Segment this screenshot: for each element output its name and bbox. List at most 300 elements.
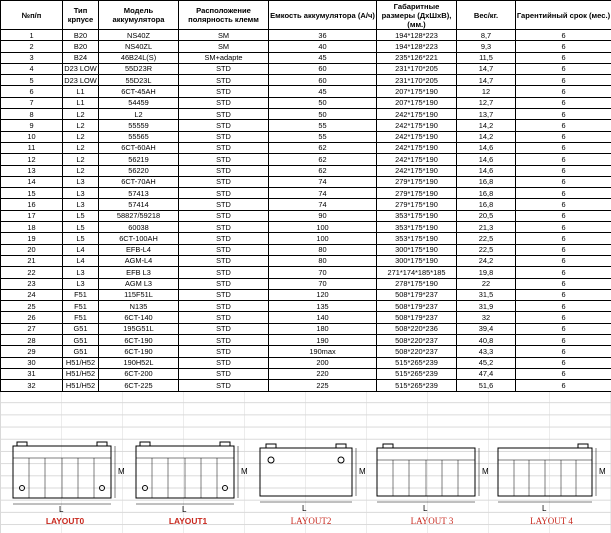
dim-bottom-label: L <box>59 505 64 514</box>
table-cell[interactable]: 100 <box>269 222 377 233</box>
table-cell[interactable]: 6 <box>516 222 611 233</box>
table-cell[interactable]: AGM-L4 <box>99 255 179 266</box>
table-row <box>1 244 611 255</box>
table-cell[interactable]: 6 <box>516 120 611 131</box>
table-row <box>1 52 611 63</box>
table-cell[interactable]: 13 <box>1 165 63 176</box>
table-cell[interactable]: 60 <box>269 63 377 74</box>
table-cell[interactable]: N135 <box>99 301 179 312</box>
table-cell[interactable]: 14,6 <box>457 142 516 153</box>
table-cell[interactable]: 12,7 <box>457 97 516 108</box>
table-cell[interactable]: 300*175*190 <box>377 255 457 266</box>
table-cell[interactable]: 6CT-200 <box>99 368 179 379</box>
table-cell[interactable]: 51,6 <box>457 380 516 391</box>
dim-right-label: M <box>241 467 248 476</box>
table-row <box>1 210 611 221</box>
table-cell[interactable]: 6 <box>516 131 611 142</box>
table-cell[interactable]: 13,7 <box>457 109 516 120</box>
table-cell[interactable]: 26 <box>1 312 63 323</box>
table-cell[interactable]: 28 <box>1 335 63 346</box>
battery-outline-icon <box>373 440 491 520</box>
table-cell[interactable]: STD <box>179 368 269 379</box>
table-cell[interactable]: 32 <box>1 380 63 391</box>
table-cell[interactable]: 55 <box>269 131 377 142</box>
header-cell: Гарентийный срок (мес.) <box>516 1 611 30</box>
table-cell[interactable]: 6 <box>516 41 611 52</box>
table-cell[interactable]: 62 <box>269 154 377 165</box>
table-cell[interactable]: 6 <box>516 154 611 165</box>
table-cell[interactable]: 27 <box>1 323 63 334</box>
table-cell[interactable]: 6 <box>516 278 611 289</box>
table-cell[interactable]: STD <box>179 176 269 187</box>
table-cell[interactable]: 20 <box>1 244 63 255</box>
table-cell[interactable]: 6 <box>516 75 611 86</box>
table-cell[interactable]: 195G51L <box>99 323 179 334</box>
table-cell[interactable]: 6 <box>516 323 611 334</box>
table-cell[interactable]: 8 <box>1 109 63 120</box>
table-cell[interactable]: 62 <box>269 165 377 176</box>
table-cell[interactable]: 11 <box>1 142 63 153</box>
table-cell[interactable]: 190 <box>269 335 377 346</box>
battery-outline-icon <box>252 440 370 520</box>
table-cell[interactable]: 46B24L(S) <box>99 52 179 63</box>
table-cell[interactable]: 6 <box>516 335 611 346</box>
table-cell[interactable]: 6 <box>516 199 611 210</box>
table-cell[interactable]: 242*175*190 <box>377 165 457 176</box>
table-cell[interactable]: 6 <box>516 210 611 221</box>
table-cell[interactable]: 56219 <box>99 154 179 165</box>
table-row <box>1 368 611 379</box>
table-cell[interactable]: 70 <box>269 278 377 289</box>
table-cell[interactable]: 6 <box>516 289 611 300</box>
table-row <box>1 267 611 278</box>
table-cell[interactable]: 207*175*190 <box>377 97 457 108</box>
table-cell[interactable]: 508*179*237 <box>377 312 457 323</box>
table-cell[interactable]: 60038 <box>99 222 179 233</box>
table-cell[interactable]: 74 <box>269 176 377 187</box>
table-cell[interactable]: 6CT-45AH <box>99 86 179 97</box>
table-cell[interactable]: 14,6 <box>457 154 516 165</box>
table-row <box>1 86 611 97</box>
table-cell[interactable]: SM <box>179 30 269 41</box>
table-cell[interactable]: 6 <box>516 142 611 153</box>
table-cell[interactable]: STD <box>179 154 269 165</box>
table-cell[interactable]: 231*170*205 <box>377 75 457 86</box>
table-cell[interactable]: 45 <box>269 86 377 97</box>
table-cell[interactable]: 6CT-140 <box>99 312 179 323</box>
table-cell[interactable]: 225 <box>269 380 377 391</box>
table-cell[interactable]: 1 <box>1 30 63 41</box>
table-cell[interactable]: STD <box>179 131 269 142</box>
table-cell[interactable]: STD <box>179 267 269 278</box>
table-cell[interactable]: 508*220*237 <box>377 335 457 346</box>
table-cell[interactable]: 200 <box>269 357 377 368</box>
table-cell[interactable]: STD <box>179 278 269 289</box>
table-cell[interactable]: 353*175*190 <box>377 222 457 233</box>
table-cell[interactable]: SM <box>179 41 269 52</box>
table-cell[interactable]: 55D23L <box>99 75 179 86</box>
table-row <box>1 278 611 289</box>
layout-diagrams <box>0 433 611 533</box>
table-cell[interactable]: 353*175*190 <box>377 233 457 244</box>
header-cell: №п/п <box>1 1 63 30</box>
table-cell[interactable]: L3 <box>63 267 99 278</box>
table-cell[interactable]: 32 <box>457 312 516 323</box>
table-cell[interactable]: 19,8 <box>457 267 516 278</box>
table-cell[interactable]: L2 <box>63 165 99 176</box>
table-cell[interactable]: G51 <box>63 335 99 346</box>
table-cell[interactable]: STD <box>179 165 269 176</box>
table-cell[interactable]: 3 <box>1 52 63 63</box>
table-row <box>1 176 611 187</box>
table-cell[interactable]: 140 <box>269 312 377 323</box>
table-cell[interactable]: 180 <box>269 323 377 334</box>
table-cell[interactable]: STD <box>179 380 269 391</box>
table-cell[interactable]: 29 <box>1 346 63 357</box>
table-cell[interactable]: H51/H52 <box>63 368 99 379</box>
table-cell[interactable]: 6 <box>516 176 611 187</box>
table-cell[interactable]: 9 <box>1 120 63 131</box>
table-cell[interactable]: 16,8 <box>457 188 516 199</box>
table-cell[interactable]: STD <box>179 120 269 131</box>
table-cell[interactable]: STD <box>179 346 269 357</box>
table-cell[interactable]: 22,5 <box>457 244 516 255</box>
table-cell[interactable]: STD <box>179 97 269 108</box>
table-cell[interactable]: 40 <box>269 41 377 52</box>
table-cell[interactable]: 235*126*221 <box>377 52 457 63</box>
table-cell[interactable]: 21 <box>1 255 63 266</box>
table-cell[interactable]: G51 <box>63 323 99 334</box>
table-cell[interactable]: 6 <box>516 255 611 266</box>
table-cell[interactable]: STD <box>179 75 269 86</box>
table-cell[interactable]: STD <box>179 210 269 221</box>
table-cell[interactable]: 242*175*190 <box>377 120 457 131</box>
table-cell[interactable]: L3 <box>63 176 99 187</box>
table-cell[interactable]: 115F51L <box>99 289 179 300</box>
table-cell[interactable]: 22,5 <box>457 233 516 244</box>
table-cell[interactable]: 6 <box>516 188 611 199</box>
table-cell[interactable]: 6 <box>516 346 611 357</box>
table-cell[interactable]: STD <box>179 222 269 233</box>
table-row <box>1 154 611 165</box>
table-cell[interactable]: 30 <box>1 357 63 368</box>
table-cell[interactable]: 4 <box>1 63 63 74</box>
table-cell[interactable]: SM+adapte <box>179 52 269 63</box>
table-cell[interactable]: 19 <box>1 233 63 244</box>
table-row <box>1 188 611 199</box>
header-cell: Габаритные размеры (ДхШхВ),(мм.) <box>377 1 457 30</box>
table-cell[interactable]: 55559 <box>99 120 179 131</box>
table-cell[interactable]: L4 <box>63 255 99 266</box>
table-cell[interactable]: 508*179*237 <box>377 289 457 300</box>
table-cell[interactable]: 17 <box>1 210 63 221</box>
table-cell[interactable]: F51 <box>63 312 99 323</box>
table-cell[interactable]: 207*175*190 <box>377 86 457 97</box>
table-cell[interactable]: L2 <box>63 131 99 142</box>
table-cell[interactable]: B20 <box>63 30 99 41</box>
table-cell[interactable]: 55D23R <box>99 63 179 74</box>
table-cell[interactable]: STD <box>179 289 269 300</box>
table-cell[interactable]: B24 <box>63 52 99 63</box>
table-cell[interactable]: 74 <box>269 188 377 199</box>
dim-right-label: M <box>599 467 606 476</box>
table-cell[interactable]: 9,3 <box>457 41 516 52</box>
table-cell[interactable]: 70 <box>269 267 377 278</box>
table-cell[interactable]: 6 <box>516 109 611 120</box>
table-cell[interactable]: L3 <box>63 188 99 199</box>
table-cell[interactable]: L4 <box>63 244 99 255</box>
table-cell[interactable]: 6 <box>516 380 611 391</box>
table-cell[interactable]: 6CT-225 <box>99 380 179 391</box>
table-cell[interactable]: 6 <box>516 233 611 244</box>
table-cell[interactable]: 24 <box>1 289 63 300</box>
table-cell[interactable]: L1 <box>63 97 99 108</box>
table-cell[interactable]: 6 <box>516 30 611 41</box>
table-cell[interactable]: 6 <box>516 97 611 108</box>
table-cell[interactable]: 6CT-190 <box>99 335 179 346</box>
table-cell[interactable]: 80 <box>269 255 377 266</box>
table-cell[interactable]: 20,5 <box>457 210 516 221</box>
battery-outline-icon <box>128 440 248 520</box>
table-cell[interactable]: 194*128*223 <box>377 41 457 52</box>
table-cell[interactable]: 39,4 <box>457 323 516 334</box>
table-cell[interactable]: 231*170*205 <box>377 63 457 74</box>
table-cell[interactable]: 56220 <box>99 165 179 176</box>
table-cell[interactable]: D23 LOW <box>64 75 97 85</box>
table-cell[interactable]: 6 <box>516 86 611 97</box>
table-cell[interactable]: 31 <box>1 368 63 379</box>
layout-label: LAYOUT 4 <box>530 516 573 526</box>
table-cell[interactable]: 14,6 <box>457 165 516 176</box>
table-cell[interactable]: 22 <box>1 267 63 278</box>
table-cell[interactable]: 220 <box>269 368 377 379</box>
table-cell[interactable]: 25 <box>1 301 63 312</box>
table-cell[interactable]: 16 <box>1 199 63 210</box>
table-cell[interactable]: EFB L3 <box>99 267 179 278</box>
header-cell: Модель аккумулятора <box>99 1 179 30</box>
table-cell[interactable]: L1 <box>63 86 99 97</box>
table-row <box>1 289 611 300</box>
table-cell[interactable]: 6 <box>516 301 611 312</box>
table-cell[interactable]: 242*175*190 <box>377 142 457 153</box>
table-row <box>1 357 611 368</box>
table-cell[interactable]: 43,3 <box>457 346 516 357</box>
table-cell[interactable]: D23 LOW <box>64 64 97 74</box>
table-row <box>1 75 611 86</box>
table-cell[interactable]: 22 <box>457 278 516 289</box>
table-row <box>1 131 611 142</box>
table-cell[interactable]: 6 <box>516 165 611 176</box>
layout-label: LAYOUT1 <box>168 516 208 526</box>
layout-label: LAYOUT0 <box>45 516 85 526</box>
table-cell[interactable]: 6 <box>516 312 611 323</box>
table-cell[interactable]: 45,2 <box>457 357 516 368</box>
table-cell[interactable]: 57413 <box>99 188 179 199</box>
table-cell[interactable]: 279*175*190 <box>377 188 457 199</box>
table-cell[interactable]: 190H52L <box>99 357 179 368</box>
table-cell[interactable]: 242*175*190 <box>377 109 457 120</box>
table-cell[interactable]: 16,8 <box>457 199 516 210</box>
header-row <box>1 1 611 30</box>
table-cell[interactable]: L2 <box>63 154 99 165</box>
table-cell[interactable]: STD <box>179 301 269 312</box>
table-cell[interactable]: STD <box>179 255 269 266</box>
table-cell[interactable]: L2 <box>63 120 99 131</box>
table-cell[interactable]: F51 <box>63 301 99 312</box>
table-cell[interactable]: L5 <box>63 233 99 244</box>
table-cell[interactable]: 31,9 <box>457 301 516 312</box>
table-row <box>1 97 611 108</box>
table-cell[interactable]: 6 <box>1 86 63 97</box>
table-cell[interactable]: STD <box>179 109 269 120</box>
table-cell[interactable]: 90 <box>269 210 377 221</box>
layout-diagram-4 <box>494 440 609 526</box>
table-cell[interactable]: 100 <box>269 233 377 244</box>
table-cell[interactable]: 50 <box>269 109 377 120</box>
table-cell[interactable]: 279*175*190 <box>377 199 457 210</box>
table-cell[interactable]: 194*128*223 <box>377 30 457 41</box>
table-row <box>1 142 611 153</box>
table-cell[interactable]: STD <box>179 335 269 346</box>
table-cell[interactable]: 54459 <box>99 97 179 108</box>
table-cell[interactable]: B20 <box>63 41 99 52</box>
table-cell[interactable]: 14,7 <box>457 75 516 86</box>
table-row <box>1 120 611 131</box>
table-cell[interactable]: 15 <box>1 188 63 199</box>
table-cell[interactable]: 36 <box>269 30 377 41</box>
table-cell[interactable]: L2 <box>63 109 99 120</box>
table-cell[interactable]: 60 <box>269 75 377 86</box>
table-cell[interactable]: 10 <box>1 131 63 142</box>
table-cell[interactable]: 50 <box>269 97 377 108</box>
table-cell[interactable]: 190max <box>269 346 377 357</box>
table-cell[interactable]: STD <box>179 323 269 334</box>
table-cell[interactable]: 515*265*239 <box>377 368 457 379</box>
table-cell[interactable]: 12 <box>1 154 63 165</box>
table-cell[interactable]: L3 <box>63 278 99 289</box>
table-cell[interactable]: 515*265*239 <box>377 357 457 368</box>
table-cell[interactable]: 135 <box>269 301 377 312</box>
table-cell[interactable]: NS40Z <box>99 30 179 41</box>
table-cell[interactable]: 6 <box>516 368 611 379</box>
table-cell[interactable]: 271*174*185*185 <box>377 267 457 278</box>
table-cell[interactable]: STD <box>179 244 269 255</box>
table-cell[interactable]: 6CT-190 <box>99 346 179 357</box>
table-cell[interactable]: 278*175*190 <box>377 278 457 289</box>
table-cell[interactable]: 6 <box>516 357 611 368</box>
table-row <box>1 109 611 120</box>
table-cell[interactable]: L5 <box>63 222 99 233</box>
table-row <box>1 199 611 210</box>
table-cell[interactable]: 6 <box>516 52 611 63</box>
table-cell[interactable]: 242*175*190 <box>377 131 457 142</box>
table-cell[interactable]: STD <box>179 188 269 199</box>
table-cell[interactable]: 7 <box>1 97 63 108</box>
table-cell[interactable]: 47,4 <box>457 368 516 379</box>
table-cell[interactable]: 58827/59218 <box>99 210 179 221</box>
table-cell[interactable]: F51 <box>63 289 99 300</box>
table-cell[interactable]: 6 <box>516 63 611 74</box>
table-cell[interactable]: 80 <box>269 244 377 255</box>
table-cell[interactable]: 279*175*190 <box>377 176 457 187</box>
table-cell[interactable]: STD <box>179 142 269 153</box>
table-cell[interactable]: 16,8 <box>457 176 516 187</box>
table-cell[interactable]: 120 <box>269 289 377 300</box>
table-cell[interactable]: 21,3 <box>457 222 516 233</box>
dim-right-label: M <box>482 467 489 476</box>
table-cell[interactable]: 8,7 <box>457 30 516 41</box>
table-cell[interactable]: AGM L3 <box>99 278 179 289</box>
table-cell[interactable]: 45 <box>269 52 377 63</box>
battery-outline-icon <box>494 440 609 520</box>
table-cell[interactable]: L2 <box>99 109 179 120</box>
table-cell[interactable]: STD <box>179 233 269 244</box>
table-cell[interactable]: 508*220*236 <box>377 323 457 334</box>
table-cell[interactable]: STD <box>179 357 269 368</box>
dim-bottom-label: L <box>423 504 428 513</box>
table-cell[interactable]: 55 <box>269 120 377 131</box>
table-cell[interactable]: 6CT-70AH <box>99 176 179 187</box>
table-cell[interactable]: 12 <box>457 86 516 97</box>
table-row <box>1 323 611 334</box>
table-row <box>1 165 611 176</box>
table-cell[interactable]: STD <box>179 63 269 74</box>
table-cell[interactable]: 242*175*190 <box>377 154 457 165</box>
table-cell[interactable]: 18 <box>1 222 63 233</box>
table-cell[interactable]: 5 <box>1 75 63 86</box>
table-cell[interactable]: STD <box>179 199 269 210</box>
table-cell[interactable]: L5 <box>63 210 99 221</box>
table-cell[interactable]: H51/H52 <box>63 380 99 391</box>
table-cell[interactable]: 508*220*237 <box>377 346 457 357</box>
table-cell[interactable]: 14,2 <box>457 120 516 131</box>
table-cell[interactable]: 24,2 <box>457 255 516 266</box>
layout-label: LAYOUT 3 <box>410 516 454 526</box>
table-cell[interactable]: 2 <box>1 41 63 52</box>
table-cell[interactable]: 353*175*190 <box>377 210 457 221</box>
table-cell[interactable]: 14,7 <box>457 63 516 74</box>
table-cell[interactable]: EFB-L4 <box>99 244 179 255</box>
table-cell[interactable]: 6CT-60AH <box>99 142 179 153</box>
table-cell[interactable]: 11,5 <box>457 52 516 63</box>
table-cell[interactable]: 14 <box>1 176 63 187</box>
table-cell[interactable]: STD <box>179 312 269 323</box>
table-cell[interactable]: 300*175*190 <box>377 244 457 255</box>
table-cell[interactable]: NS40ZL <box>99 41 179 52</box>
table-cell[interactable]: STD <box>179 86 269 97</box>
table-cell[interactable]: 31,5 <box>457 289 516 300</box>
table-cell[interactable]: 62 <box>269 142 377 153</box>
table-row <box>1 335 611 346</box>
table-cell[interactable]: 57414 <box>99 199 179 210</box>
table-cell[interactable]: 6 <box>516 267 611 278</box>
table-cell[interactable]: 6CT-100AH <box>99 233 179 244</box>
table-cell[interactable]: 6 <box>516 244 611 255</box>
table-cell[interactable]: 74 <box>269 199 377 210</box>
table-cell[interactable]: H51/H52 <box>63 357 99 368</box>
table-cell[interactable]: G51 <box>63 346 99 357</box>
table-cell[interactable]: L2 <box>63 142 99 153</box>
table-cell[interactable]: 55565 <box>99 131 179 142</box>
layout-diagram-3 <box>373 440 491 526</box>
table-cell[interactable]: 508*179*237 <box>377 301 457 312</box>
table-cell[interactable]: 23 <box>1 278 63 289</box>
table-cell[interactable]: 515*265*239 <box>377 380 457 391</box>
table-row <box>1 312 611 323</box>
table-cell[interactable]: 40,8 <box>457 335 516 346</box>
table-cell[interactable]: L3 <box>63 199 99 210</box>
table-cell[interactable]: 14,2 <box>457 131 516 142</box>
